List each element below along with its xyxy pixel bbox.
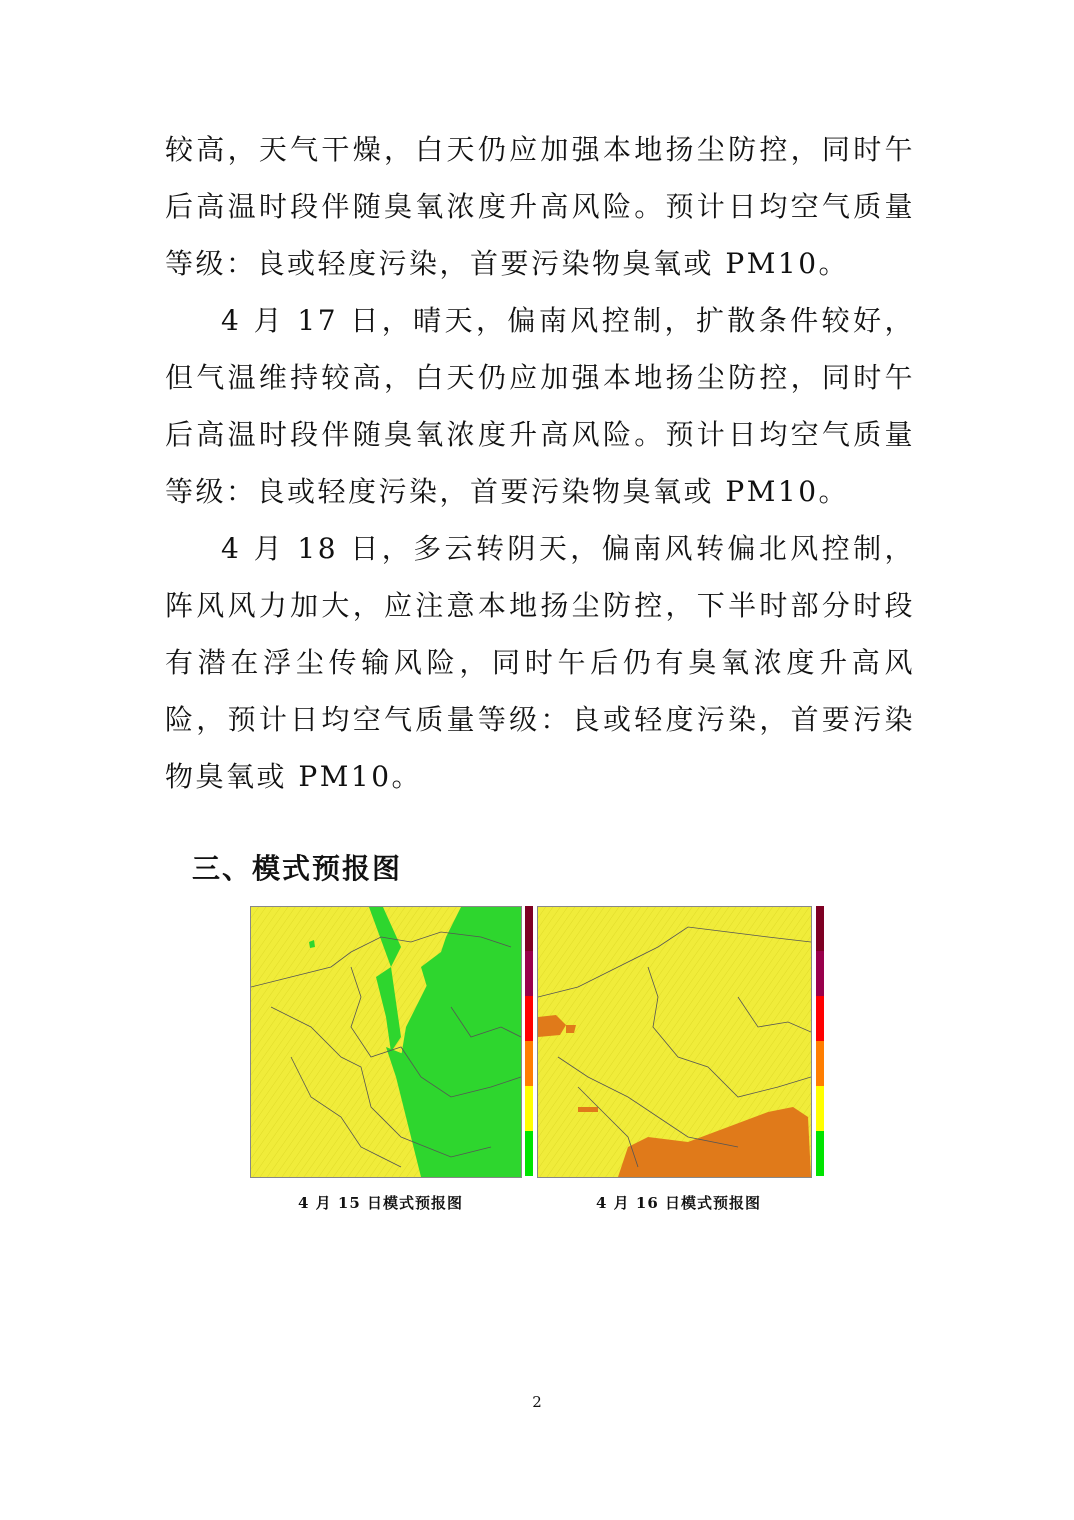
paragraph-apr-18: 4 月 18 日，多云转阴天，偏南风转偏北风控制，阵风风力加大，应注意本地扬尘防控，下半时部分时段有潜在浮尘传输风险，同时午后仍有臭氧浓度升高风险，预计日均空气质量等级：良或轻度污染，首要污染物臭氧或 PM10。: [165, 532, 915, 793]
forecast-map-apr-15: [250, 906, 522, 1178]
forecast-map-apr-16: [537, 906, 812, 1178]
section-heading: 三、模式预报图: [192, 852, 403, 885]
figure-caption-apr-15: 4 月 15 日模式预报图: [298, 1194, 463, 1212]
legend-bar-apr-15: [525, 906, 533, 1176]
paragraph-continuation: 较高，天气干燥，白天仍应加强本地扬尘防控，同时午后高温时段伴随臭氧浓度升高风险。预计日均空气质量等级：良或轻度污染，首要污染物臭氧或 PM10。: [165, 133, 915, 280]
legend-bar-apr-16: [816, 906, 824, 1176]
paragraph-apr-17: 4 月 17 日，晴天，偏南风控制，扩散条件较好，但气温维持较高，白天仍应加强本地扬尘防控，同时午后高温时段伴随臭氧浓度升高风险。预计日均空气质量等级：良或轻度污染，首要污染物臭氧或 PM10。: [165, 304, 915, 508]
figure-caption-apr-16: 4 月 16 日模式预报图: [596, 1194, 761, 1212]
page-number: 2: [532, 1393, 542, 1411]
